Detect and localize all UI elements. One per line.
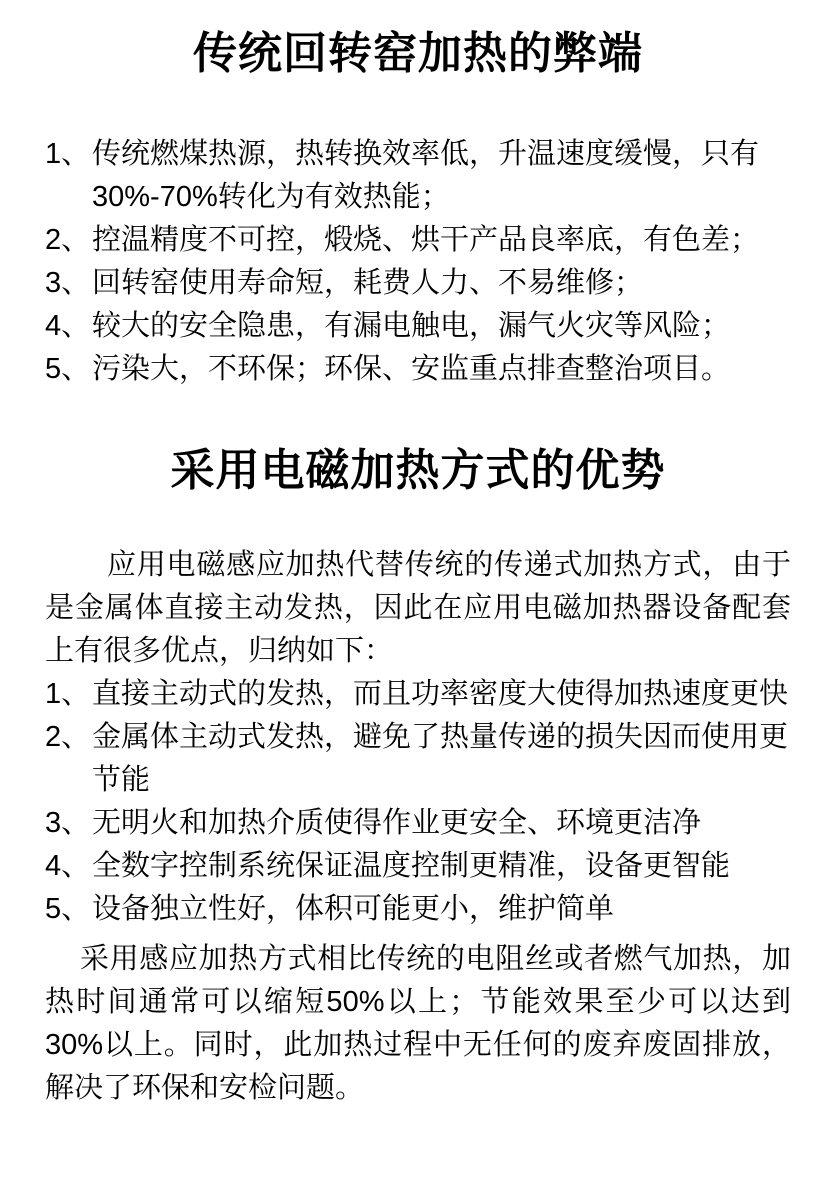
list-item (45, 305, 791, 348)
list-item-text: 直接主动式的发热，而且功率密度大使得加热速度更快 (92, 678, 789, 710)
list-item-text: 全数字控制系统保证温度控制更精准，设备更智能 (92, 850, 731, 882)
section1-title: 传统回转窑加热的弊端 (193, 29, 643, 78)
section2-list (45, 673, 791, 931)
list-item (45, 716, 791, 802)
list-item (45, 348, 791, 391)
section1-list (45, 133, 791, 391)
list-item-number: 5、 (45, 353, 91, 385)
list-item (45, 888, 791, 931)
list-item-number: 3、 (45, 267, 91, 299)
section2-conclusion-paragraph: 采用感应加热方式相比传统的电阻丝或者燃气加热，加热时间通常可以缩短50%以上；节能效果至少可以达到30%以上。同时，此加热过程中无任何的废弃废固排放，解决了环保和安检问题。 (45, 943, 791, 1104)
list-item-number: 3、 (45, 807, 91, 839)
list-item-number: 2、 (45, 224, 91, 256)
list-item-text: 控温精度不可控，煅烧、烘干产品良率底，有色差； (92, 224, 760, 256)
list-item-text: 金属体主动式发热，避免了热量传递的损失因而使用更节能 (92, 721, 789, 796)
list-item (45, 219, 791, 262)
list-item-number: 5、 (45, 893, 91, 925)
list-item-text: 较大的安全隐患，有漏电触电，漏气火灾等风险； (92, 310, 731, 342)
section2-intro-paragraph: 应用电磁感应加热代替传统的传递式加热方式，由于是金属体直接主动发热，因此在应用电磁加热器设备配套上有很多优点，归纳如下： (45, 549, 791, 667)
list-item-text: 污染大，不环保；环保、安监重点排查整治项目。 (92, 353, 731, 385)
list-item-number: 4、 (45, 310, 91, 342)
section2-title: 采用电磁加热方式的优势 (170, 446, 666, 495)
list-item (45, 673, 791, 716)
list-item (45, 845, 791, 888)
list-item-number: 1、 (45, 678, 91, 710)
list-item-text: 无明火和加热介质使得作业更安全、环境更洁净 (92, 807, 702, 839)
list-item-number: 2、 (45, 721, 91, 753)
list-item (45, 262, 791, 305)
list-item (45, 802, 791, 845)
list-item-text: 回转窑使用寿命短，耗费人力、不易维修； (92, 267, 644, 299)
list-item-number: 1、 (45, 138, 91, 170)
list-item-number: 4、 (45, 850, 91, 882)
list-item-text: 传统燃煤热源，热转换效率低，升温速度缓慢，只有30%-70%转化为有效热能； (92, 138, 760, 213)
list-item (45, 133, 791, 219)
list-item-text: 设备独立性好，体积可能更小，维护简单 (92, 893, 615, 925)
